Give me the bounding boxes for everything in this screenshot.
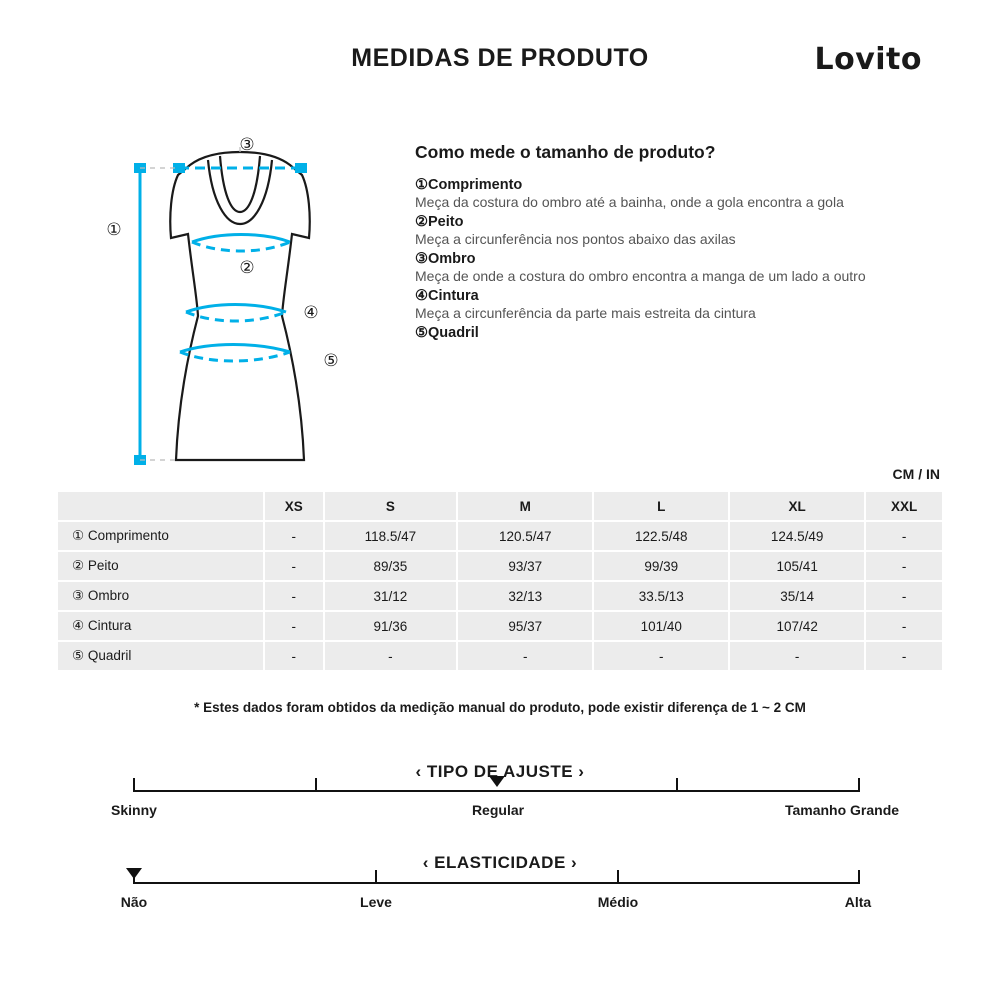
elasticity-label-nao: Não (120, 894, 148, 910)
cell-peito-xl: 105/41 (730, 552, 864, 580)
cell-ombro-s: 31/12 (325, 582, 457, 610)
table-row (58, 552, 942, 580)
cell-quadril-s: - (325, 642, 457, 670)
table-col-xxl: XXL (866, 492, 942, 520)
table-col-xs: XS (265, 492, 323, 520)
fit-scale-tick-mid2 (676, 778, 678, 792)
table-header-row (58, 492, 942, 520)
measure-item-3-label: ③Ombro (415, 250, 476, 267)
cell-ombro-xs: - (265, 582, 323, 610)
cell-comprimento-xs: - (265, 522, 323, 550)
fit-scale (0, 770, 1000, 830)
row-label-ombro: ③ Ombro (58, 582, 263, 610)
cell-comprimento-xxl: - (866, 522, 942, 550)
row-label-peito: ② Peito (58, 552, 263, 580)
table-row (58, 612, 942, 640)
cell-peito-s: 89/35 (325, 552, 457, 580)
elasticity-label-leve: Leve (360, 894, 392, 910)
cell-ombro-xl: 35/14 (730, 582, 864, 610)
cell-quadril-m: - (458, 642, 592, 670)
cell-cintura-m: 95/37 (458, 612, 592, 640)
diagram-marker-2: ② (239, 258, 255, 278)
cell-cintura-l: 101/40 (594, 612, 728, 640)
measure-item-1-desc: Meça da costura do ombro até a bainha, onde a gola encontra a gola (415, 194, 844, 210)
cell-cintura-xl: 107/42 (730, 612, 864, 640)
elasticity-label-alta: Alta (844, 894, 872, 910)
elasticity-scale-line (133, 882, 860, 884)
fit-label-tamanho-grande: Tamanho Grande (784, 802, 900, 818)
elasticity-tick-2 (375, 870, 377, 884)
cell-ombro-m: 32/13 (458, 582, 592, 610)
table-col-s: S (325, 492, 457, 520)
measure-item-1-label: ①Comprimento (415, 177, 523, 193)
cell-comprimento-s: 118.5/47 (325, 522, 457, 550)
table-col-l: L (594, 492, 728, 520)
measure-item-4-label: ④Cintura (415, 287, 479, 304)
measure-item-3-desc: Meça de onde a costura do ombro encontra a manga de um lado a outro (415, 267, 866, 284)
fit-scale-tick-mid1 (315, 778, 317, 792)
table-corner-cell (58, 492, 263, 520)
elasticity-label-medio: Médio (597, 894, 639, 910)
diagram-marker-3: ③ (239, 135, 255, 155)
cell-ombro-l: 33.5/13 (594, 582, 728, 610)
cell-comprimento-xl: 124.5/49 (730, 522, 864, 550)
fit-scale-title: ‹ TIPO DE AJUSTE › (415, 762, 585, 781)
cell-peito-m: 93/37 (458, 552, 592, 580)
garment-diagram (80, 130, 400, 480)
page-title: MEDIDAS DE PRODUTO (351, 44, 649, 72)
row-label-cintura: ④ Cintura (58, 612, 263, 640)
cell-comprimento-l: 122.5/48 (594, 522, 728, 550)
fit-label-regular: Regular (471, 802, 525, 818)
elasticity-scale-title: ‹ ELASTICIDADE › (422, 853, 578, 872)
fit-scale-marker (489, 776, 505, 787)
brand-logo: Lovito (814, 42, 922, 77)
cell-cintura-xxl: - (866, 612, 942, 640)
cell-quadril-xl: - (730, 642, 864, 670)
cell-comprimento-m: 120.5/47 (458, 522, 592, 550)
measure-item-4-desc: Meça a circunferência da parte mais estreita da cintura (415, 304, 756, 321)
table-row (58, 522, 942, 550)
elasticity-scale (0, 862, 1000, 922)
elasticity-tick-3 (617, 870, 619, 884)
fit-label-skinny: Skinny (111, 802, 157, 818)
diagram-marker-5: ⑤ (323, 351, 339, 371)
size-table (56, 490, 944, 672)
fit-scale-tick-left (133, 778, 135, 792)
cell-ombro-xxl: - (866, 582, 942, 610)
elasticity-tick-4 (858, 870, 860, 884)
how-to-measure-heading: Como mede o tamanho de produto? (415, 142, 716, 162)
diagram-marker-1: ① (106, 220, 122, 240)
row-label-comprimento: ① Comprimento (58, 522, 263, 550)
measure-item-2-label: ②Peito (415, 213, 464, 230)
cell-peito-xs: - (265, 552, 323, 580)
table-col-xl: XL (730, 492, 864, 520)
how-to-measure-section (415, 142, 915, 341)
elasticity-scale-marker (126, 868, 142, 879)
manual-measurement-note: * Estes dados foram obtidos da medição manual do produto, pode existir diferença de 1 ~ 2 CM (194, 700, 806, 715)
diagram-marker-4: ④ (303, 303, 319, 323)
row-label-quadril: ⑤ Quadril (58, 642, 263, 670)
cell-peito-xxl: - (866, 552, 942, 580)
fit-scale-line (133, 790, 860, 792)
table-col-m: M (458, 492, 592, 520)
fit-scale-tick-right (858, 778, 860, 792)
cell-quadril-xxl: - (866, 642, 942, 670)
garment-diagram-svg (80, 130, 400, 480)
table-row (58, 582, 942, 610)
cell-quadril-xs: - (265, 642, 323, 670)
units-label: CM / IN (892, 466, 940, 482)
measure-item-2-desc: Meça a circunferência nos pontos abaixo das axilas (415, 230, 736, 247)
cell-peito-l: 99/39 (594, 552, 728, 580)
measure-item-5-label: ⑤Quadril (415, 324, 479, 341)
cell-cintura-xs: - (265, 612, 323, 640)
table-row (58, 642, 942, 670)
cell-cintura-s: 91/36 (325, 612, 457, 640)
cell-quadril-l: - (594, 642, 728, 670)
